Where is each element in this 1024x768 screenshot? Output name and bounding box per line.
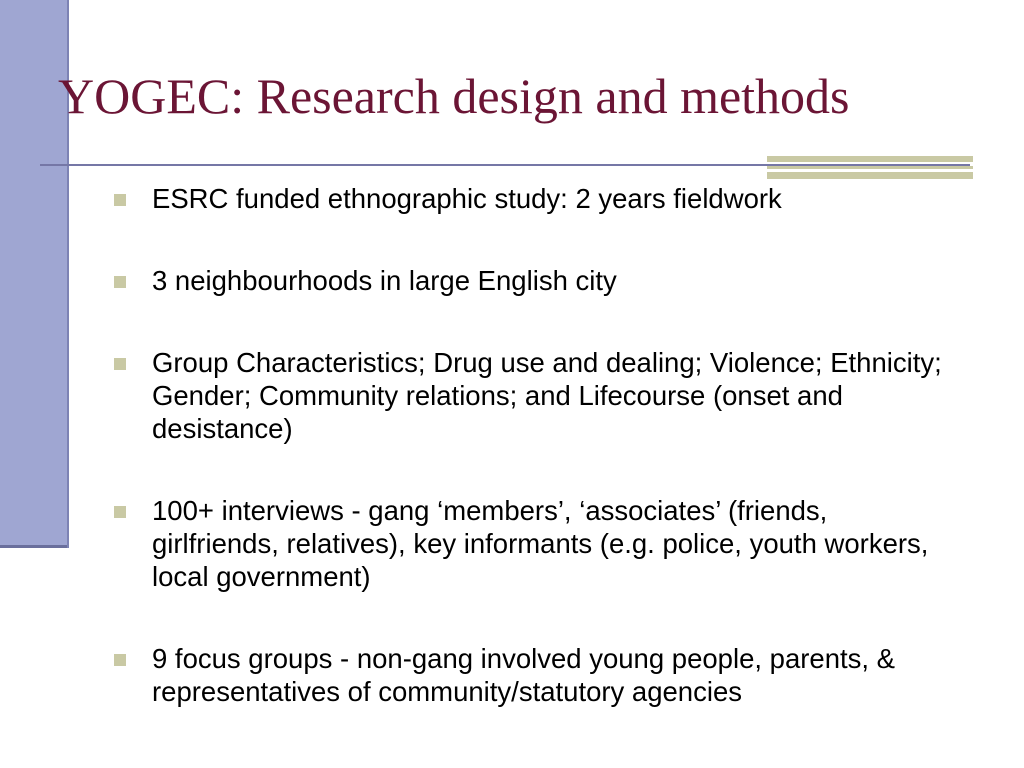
accent-stripe: [767, 166, 973, 169]
accent-stripe: [767, 156, 973, 162]
bullet-item: [114, 642, 944, 708]
bullet-item: [114, 494, 944, 593]
bullet-item: [114, 346, 944, 445]
bullet-list: [114, 182, 944, 708]
bullet-text: 3 neighbourhoods in large English city: [152, 265, 617, 296]
bullet-text: Group Characteristics; Drug use and dealing; Violence; Ethnicity; Gender; Community relations; and Lifecourse (onset and desistance): [152, 347, 942, 444]
square-bullet-icon: [114, 358, 126, 370]
left-bar-bottom-edge: [0, 545, 67, 548]
bullet-item: [114, 182, 944, 215]
bullet-text: 9 focus groups - non-gang involved young people, parents, & representatives of community/statutory agencies: [152, 643, 895, 707]
bullet-text: ESRC funded ethnographic study: 2 years fieldwork: [152, 183, 782, 214]
slide-title: YOGEC: Research design and methods: [58, 68, 850, 124]
square-bullet-icon: [114, 276, 126, 288]
square-bullet-icon: [114, 654, 126, 666]
square-bullet-icon: [114, 194, 126, 206]
accent-stripes: [767, 156, 973, 180]
left-decorative-bar: [0, 0, 67, 545]
bullet-item: [114, 264, 944, 297]
bullet-text: 100+ interviews - gang ‘members’, ‘associates’ (friends, girlfriends, relatives), key informants (e.g. police, youth workers, local government): [152, 495, 929, 592]
accent-stripe: [767, 172, 973, 179]
square-bullet-icon: [114, 506, 126, 518]
